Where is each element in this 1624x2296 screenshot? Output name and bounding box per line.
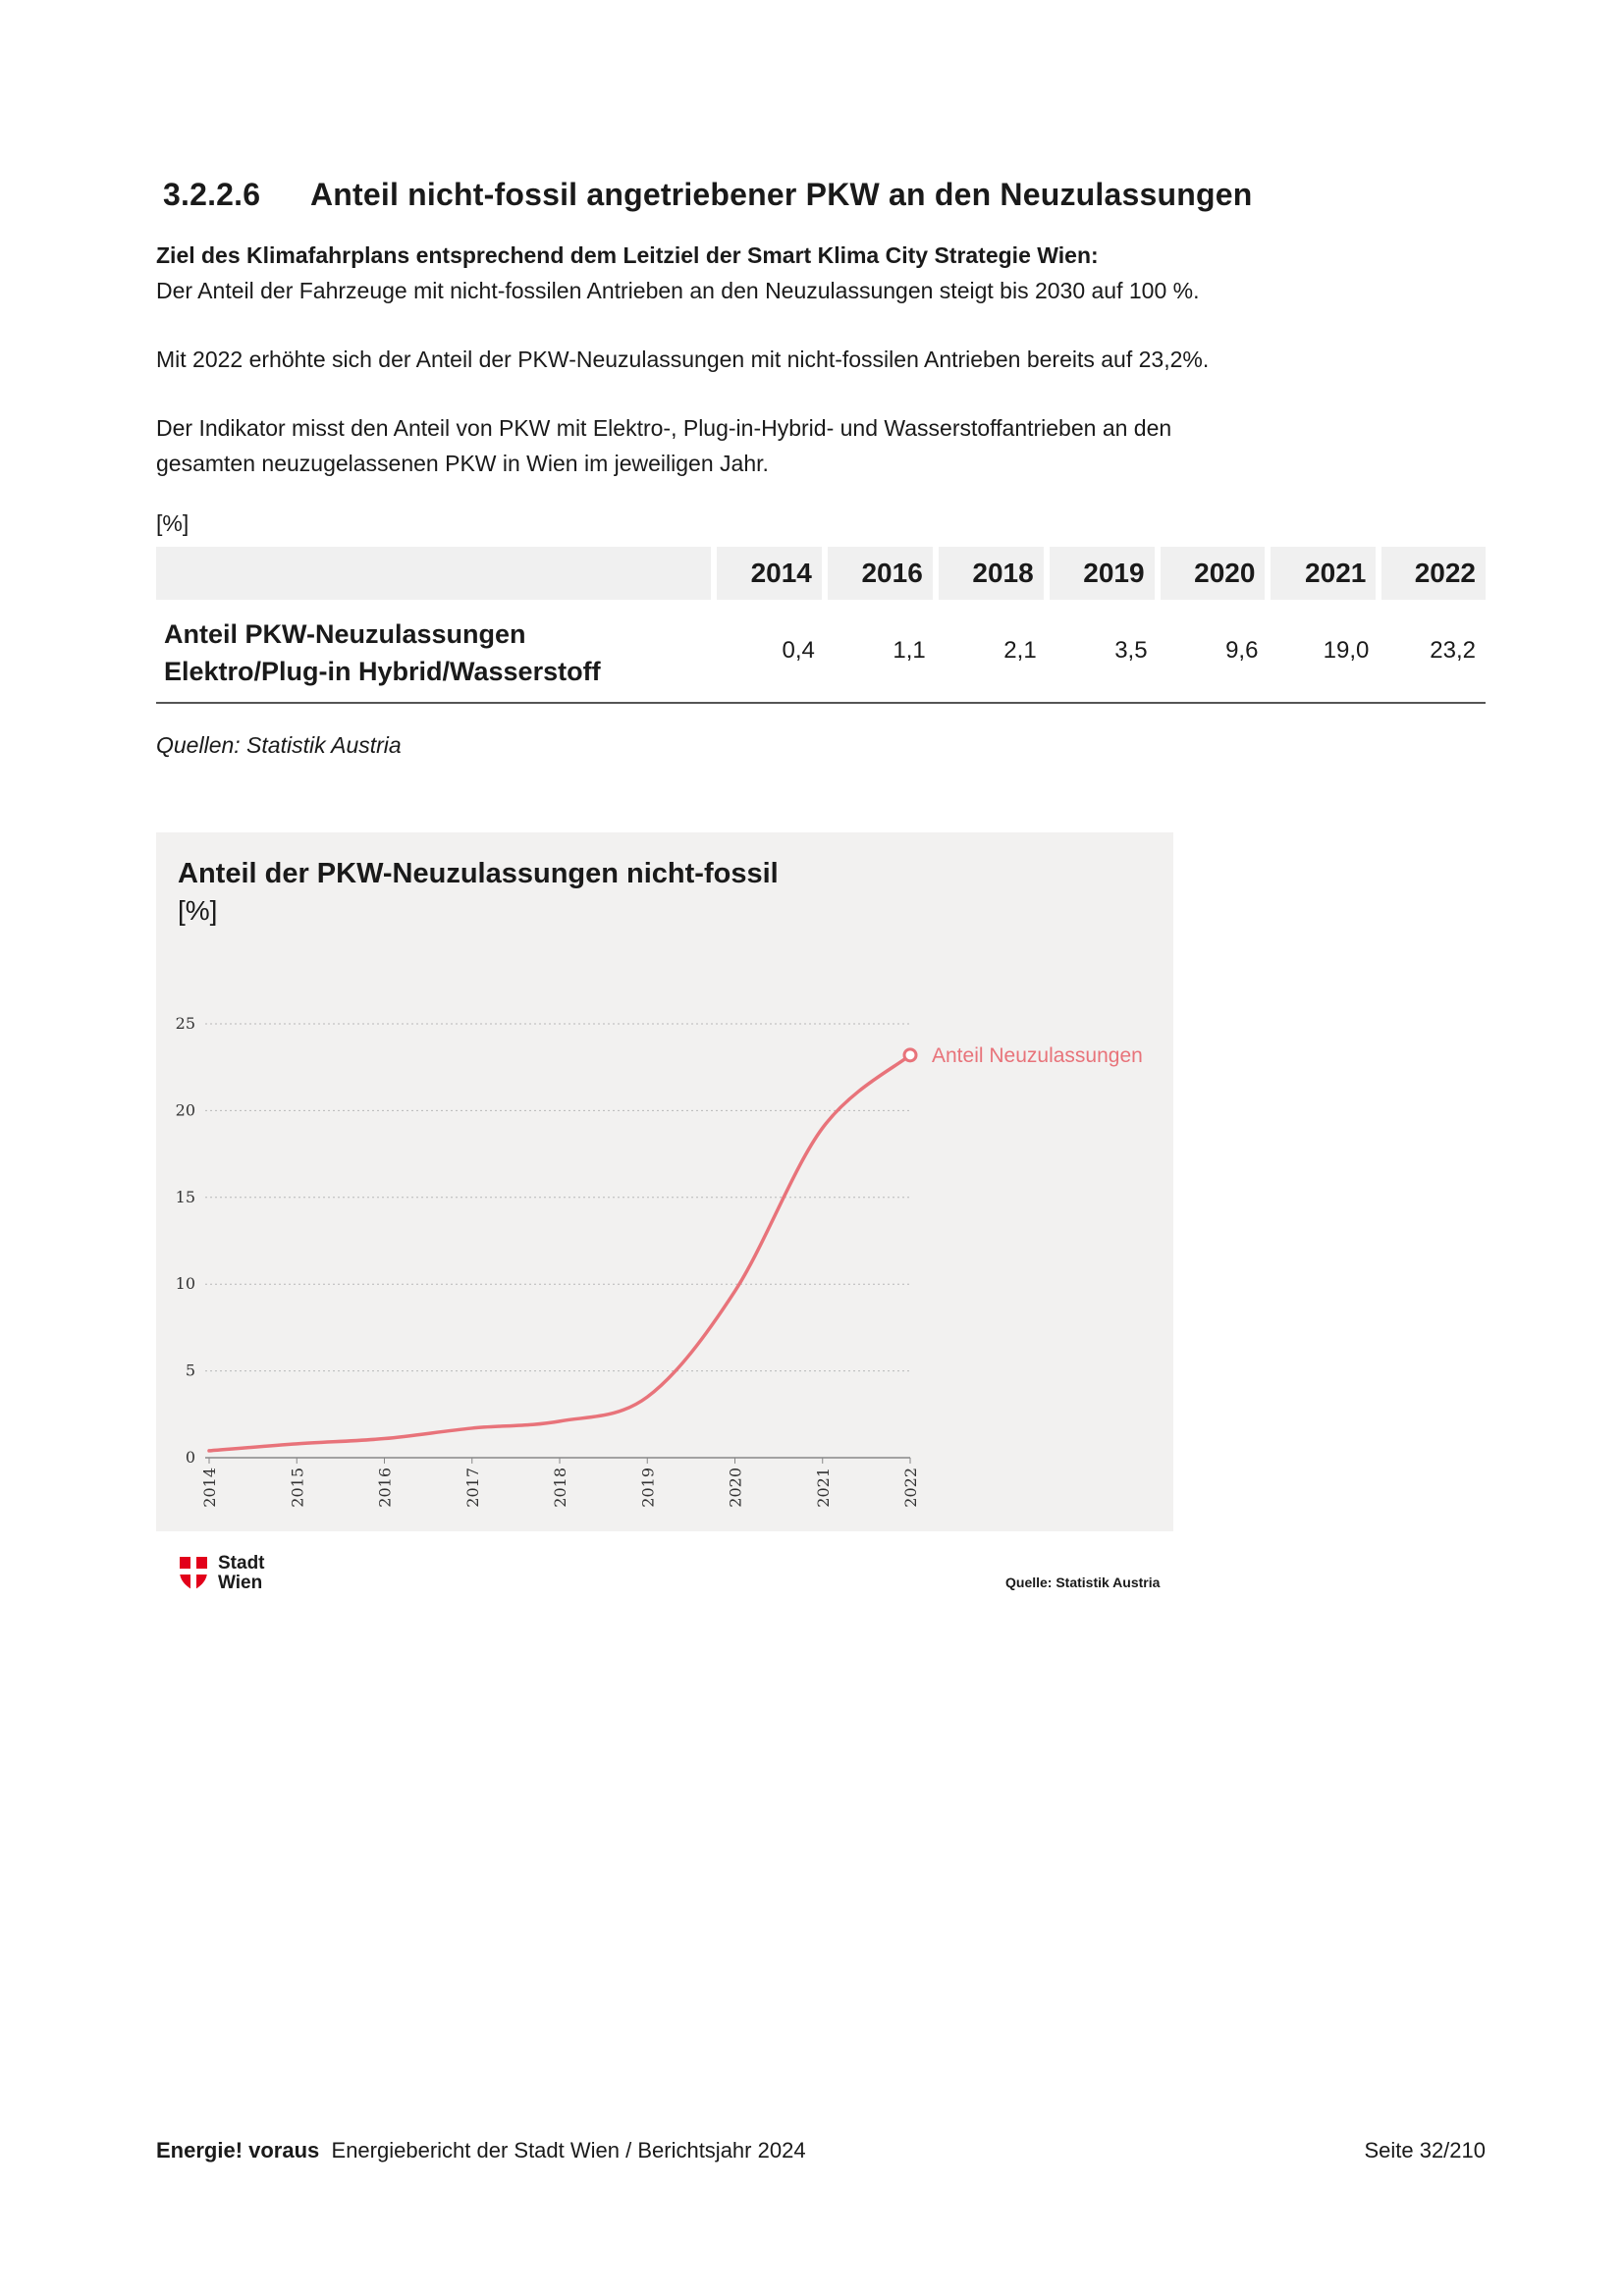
table-cell: 19,0 bbox=[1268, 600, 1379, 703]
paragraph-3-line1: Der Indikator misst den Anteil von PKW mit Elektro-, Plug-in-Hybrid- und Wasserstoffantrieben an den bbox=[156, 415, 1172, 441]
table-header-row bbox=[156, 547, 1486, 600]
section-number: 3.2.2.6 bbox=[163, 177, 261, 212]
x-tick-label: 2017 bbox=[462, 1468, 482, 1508]
footer-brand: Energie! voraus bbox=[156, 2138, 320, 2163]
logo-line1: Stadt bbox=[218, 1553, 265, 1574]
table-header-year: 2019 bbox=[1047, 547, 1158, 600]
table-header-blank bbox=[156, 547, 714, 600]
table-cell: 3,5 bbox=[1047, 600, 1158, 703]
table-unit: [%] bbox=[156, 510, 189, 536]
table-header-year: 2022 bbox=[1379, 547, 1486, 600]
x-tick-label: 2021 bbox=[813, 1468, 833, 1508]
y-tick-label: 5 bbox=[185, 1361, 195, 1380]
paragraph-3-line2: gesamten neuzugelassenen PKW in Wien im jeweiligen Jahr. bbox=[156, 451, 769, 476]
goal-text: Der Anteil der Fahrzeuge mit nicht-fossilen Antrieben an den Neuzulassungen steigt bis 2030 auf 100 %. bbox=[156, 278, 1200, 303]
x-tick-label: 2019 bbox=[638, 1468, 658, 1508]
x-tick-label: 2014 bbox=[200, 1468, 219, 1508]
x-tick-label: 2015 bbox=[288, 1468, 307, 1508]
series-line bbox=[209, 1055, 910, 1451]
table-cell: 23,2 bbox=[1379, 600, 1486, 703]
chart-unit: [%] bbox=[178, 895, 218, 926]
x-tick-label: 2020 bbox=[726, 1468, 745, 1508]
y-tick-label: 15 bbox=[175, 1187, 195, 1206]
table-header-year: 2016 bbox=[825, 547, 936, 600]
table-cell: 1,1 bbox=[825, 600, 936, 703]
chart-source: Quelle: Statistik Austria bbox=[1005, 1575, 1161, 1590]
footer-text: Energiebericht der Stadt Wien / Berichtsjahr 2024 bbox=[331, 2138, 806, 2163]
table-cell: 0,4 bbox=[714, 600, 825, 703]
y-tick-label: 20 bbox=[175, 1100, 195, 1120]
footer-page-number: Seite 32/210 bbox=[1364, 2138, 1486, 2163]
intro-text bbox=[156, 238, 1491, 481]
row-label-line2: Elektro/Plug-in Hybrid/Wasserstoff bbox=[164, 657, 601, 686]
y-tick-label: 10 bbox=[175, 1274, 195, 1294]
goal-heading: Ziel des Klimafahrplans entsprechend dem Leitziel der Smart Klima City Strategie Wien: bbox=[156, 242, 1099, 268]
x-tick-label: 2022 bbox=[901, 1468, 920, 1508]
logo-line2: Wien bbox=[218, 1573, 263, 1593]
table-header-year: 2018 bbox=[936, 547, 1047, 600]
section-title: Anteil nicht-fossil angetriebener PKW an den Neuzulassungen bbox=[310, 177, 1253, 212]
chart-title: Anteil der PKW-Neuzulassungen nicht-fossil bbox=[178, 858, 779, 889]
y-tick-label: 0 bbox=[185, 1448, 195, 1467]
series-label: Anteil Neuzulassungen bbox=[932, 1043, 1143, 1067]
table-header-year: 2020 bbox=[1158, 547, 1269, 600]
page-footer bbox=[156, 2138, 1486, 2163]
series-end-marker bbox=[904, 1049, 916, 1061]
chart-panel bbox=[156, 832, 1173, 1531]
table-cell: 2,1 bbox=[936, 600, 1047, 703]
table-cell: 9,6 bbox=[1158, 600, 1269, 703]
line-chart bbox=[156, 832, 1173, 1531]
row-label bbox=[156, 600, 714, 703]
table-header-year: 2014 bbox=[714, 547, 825, 600]
x-tick-label: 2016 bbox=[375, 1468, 395, 1508]
x-tick-label: 2018 bbox=[551, 1468, 569, 1508]
table-row bbox=[156, 600, 1486, 703]
row-label-line1: Anteil PKW-Neuzulassungen bbox=[164, 619, 526, 649]
vienna-shield-icon bbox=[179, 1556, 208, 1591]
y-tick-label: 25 bbox=[175, 1014, 195, 1033]
paragraph-2: Mit 2022 erhöhte sich der Anteil der PKW-Neuzulassungen mit nicht-fossilen Antrieben bereits auf 23,2%. bbox=[156, 347, 1210, 372]
table-sources: Quellen: Statistik Austria bbox=[156, 732, 402, 758]
logo-text bbox=[218, 1554, 265, 1593]
table-header-year: 2021 bbox=[1268, 547, 1379, 600]
section-heading bbox=[163, 177, 1253, 213]
data-table bbox=[156, 547, 1486, 704]
